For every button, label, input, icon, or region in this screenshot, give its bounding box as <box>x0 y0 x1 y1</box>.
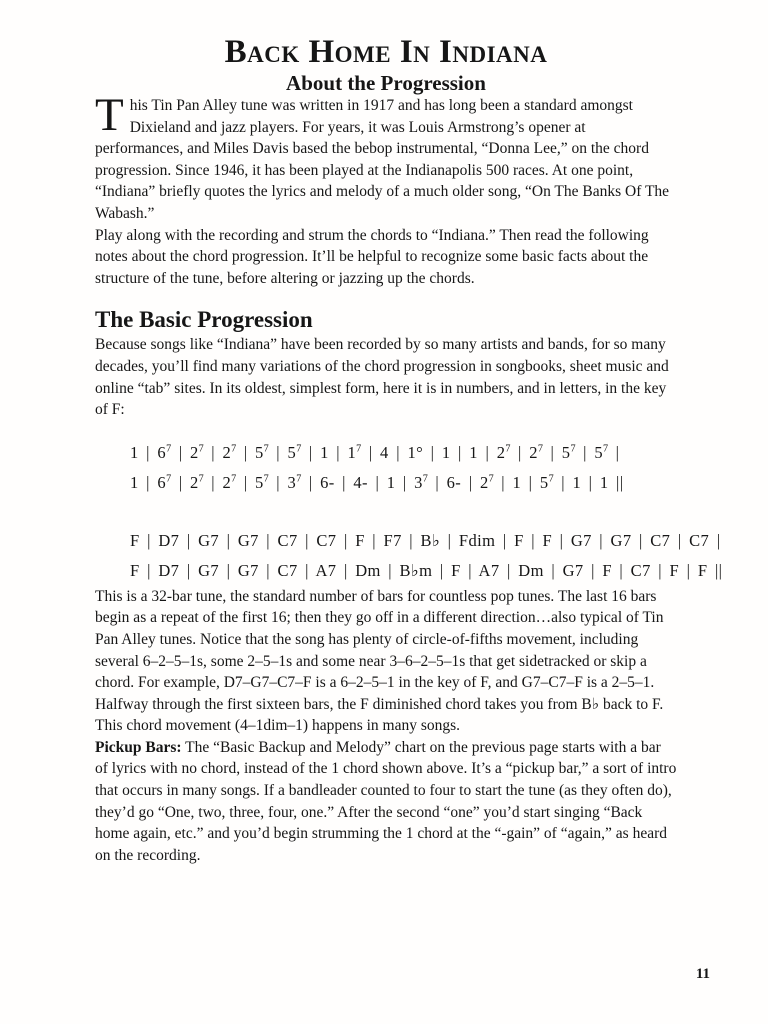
section-heading: The Basic Progression <box>95 307 313 333</box>
structure-paragraph: This is a 32-bar tune, the standard number of bars for countless pop tunes. The last 16 bars begin as a repeat of the first 16; then they go off in a different direction…also typical of Tin Pan Alley tunes. Notice that the song has plenty of circle-of-fifths movement, including several 6–2–5–1s, some 2–5–1s and some near 3–6–2–5–1s that get sidetracked or skip a chord. For example, D7–G7–C7–F is a 6–2–5–1 in the key of F, and G7–C7–F is a 2–5–1. Halfway through the first sixteen bars, the F diminished chord takes you from B♭ back to F. This chord movement (4–1dim–1) happens in many songs. <box>95 587 664 735</box>
pickup-bars-text: The “Basic Backup and Melody” chart on the previous page starts with a bar of lyrics with no chord, instead of the 1 chord shown above. It’s a “pickup bar,” a sort of intro that occurs in many songs. If a bandleader counted to four to start the tune (as they often do), they’d go “One, two, three, four, one.” After the second “one” you’d start singing “Back home again, etc.” and you’d begin strumming the 1 chord at the “-gain” of “again,” as heard on the recording. <box>95 738 677 864</box>
page-number: 11 <box>695 966 710 982</box>
intro-paragraph-text: his Tin Pan Alley tune was written in 1917 and has long been a standard amongst Dixieland and jazz players. For years, it was Louis Armstrong’s opener at performances, and Miles Davis based the bebop instrumental, “Donna Lee,” on the chord progression. Since 1946, it has been played at the Indianapolis 500 races. At one point, “Indiana” briefly quotes the lyrics and melody of a much older song, “On The Banks Of The Wabash.” <box>95 97 670 222</box>
letter-progression-row-1: F | D7 | G7 | G7 | C7 | C7 | F | F7 | B♭ | Fdim | F | F | G7 | G7 | C7 | C7 | <box>130 530 721 550</box>
page-content <box>95 34 723 866</box>
letter-progression-block <box>130 526 723 586</box>
variations-paragraph: Because songs like “Indiana” have been recorded by so many artists and bands, for so many decades, you’ll find many variations of the chord progression in songbooks, sheet music and online “tab” sites. In its oldest, simplest form, here it is in numbers, and in letters, in the key of F: <box>95 336 669 419</box>
dropcap-letter: T <box>95 89 124 141</box>
number-progression-row-1: 1 | $6^7$ | $2^7$ | $2^7$ | $5^7$ | $5^7$ | 1 | $1^7$ | 4 | 1° | 1 | 1 | $2^7$ | $2^7$ | $5^7$ | $5^7$ | <box>130 442 620 462</box>
play-along-paragraph: Play along with the recording and strum the chords to “Indiana.” Then read the following notes about the chord progression. It’ll be helpful to recognize some basic facts about the structure of the tune, before altering or jazzing up the chords. <box>95 226 649 287</box>
number-progression-block <box>130 438 677 498</box>
page-title: Back Home In Indiana <box>224 34 548 70</box>
page-subtitle: About the Progression <box>286 71 486 95</box>
number-progression-row-2: 1 | $6^7$ | $2^7$ | $2^7$ | $5^7$ | $3^7$ | 6- | 4- | 1 | $3^7$ | 6- | $2^7$ | 1 | $5^7$ | 1 | 1 || <box>130 472 624 492</box>
pickup-bars-paragraph <box>95 737 677 867</box>
intro-paragraph <box>95 89 677 225</box>
pickup-bars-label: Pickup Bars: <box>95 738 182 756</box>
letter-progression-row-2: F | D7 | G7 | G7 | C7 | A7 | Dm | B♭m | F | A7 | Dm | G7 | F | C7 | F | F || <box>130 560 723 580</box>
